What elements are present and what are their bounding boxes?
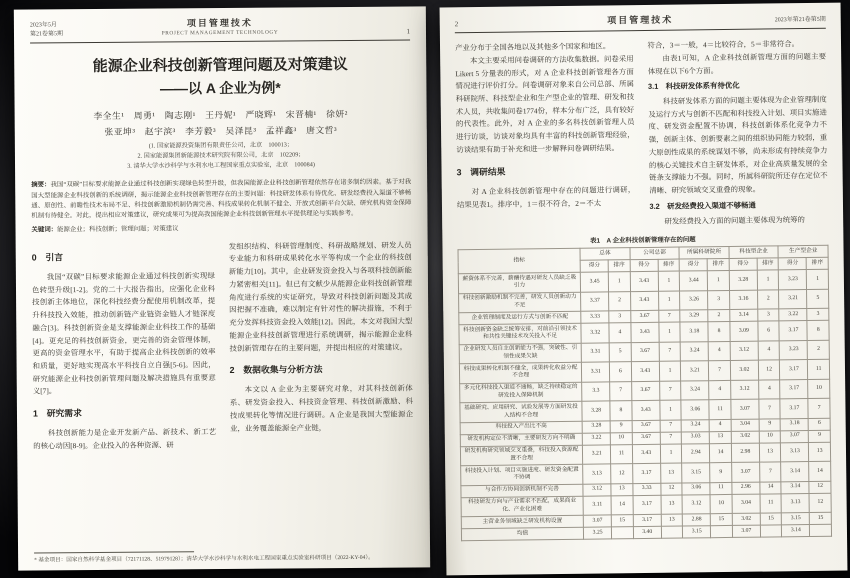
indicator-cell: 基础研究、应用研究、试验发展等方面研发投入结构不合理 — [460, 402, 582, 423]
value-cell: 3.17 — [633, 495, 661, 515]
value-cell: 2 — [609, 291, 631, 311]
journal-name-cn: 项目管理技术 — [607, 14, 674, 26]
section-2-heading: 2 数据收集与分析方法 — [229, 364, 323, 376]
value-cell: 3.09 — [730, 321, 758, 341]
value-cell: 4 — [759, 380, 781, 400]
value-cell: 14 — [611, 495, 633, 515]
likert-scale-paragraph-continued: 符合，3＝一般，4＝比较符合，5＝非常符合。 — [647, 39, 800, 50]
section-3-2-heading: 3.2 研发经费投入渠道不够畅通 — [649, 200, 756, 211]
section-3-2-paragraph: 研发经费投入方面的问题主要体现为统筹的 — [664, 214, 805, 226]
value-cell: 3.21 — [779, 289, 807, 309]
value-cell: 3.07 — [731, 462, 759, 482]
value-cell: 3.13 — [781, 493, 809, 513]
value-cell: 2 — [757, 289, 779, 309]
footnote-rule — [34, 551, 194, 553]
value-cell: 3.15 — [683, 526, 711, 538]
sub-column-header: 得分 — [778, 258, 806, 270]
indicator-column-header: 指标 — [458, 249, 580, 274]
value-cell: 3.02 — [732, 513, 760, 525]
header-issue: 第21卷第5期 — [29, 31, 64, 38]
value-cell: 7 — [808, 399, 830, 419]
value-cell: 3.18 — [780, 418, 808, 430]
value-cell: 3.31 — [581, 343, 609, 363]
value-cell: 13 — [661, 514, 683, 526]
value-cell: 3.17 — [779, 321, 807, 341]
value-cell: 11 — [808, 359, 830, 379]
value-cell: 11 — [710, 482, 732, 494]
value-cell: 3.03 — [681, 431, 709, 443]
header-issue: 2023年第21卷第5期 — [774, 17, 826, 24]
abstract-text: 我国“双碳”目标要求能源企业通过科技创新实现绿色转型升级，但我国能源企业科技创新管理依然存在诸多制约因素。基于对我国大型能源企业科技创新的系统调研，揭示能源企业科技创新管理存在的主要问题：科技研发体系有待优化、研发经费投入渠道不够畅通、原创性、前瞻性技术布局不足、科技创新激励机制仍需完善、科技成果转化机制不健全、开放式创新平台欠缺、研究机构资金保障机制有待健全。对此，提出相应对策建议，研究成果可为提高我国能源企业科技创新管理水平提供理论与实践参考。 — [31, 178, 412, 220]
value-cell: 3.21 — [583, 445, 611, 465]
value-cell: 10 — [610, 432, 632, 444]
journal-name-en: PROJECT MANAGEMENT TECHNOLOGY — [161, 29, 279, 37]
group-column-header: 所属科研院所 — [679, 247, 729, 259]
section-1-heading: 1 研究需求 — [32, 408, 82, 419]
value-cell: 3.67 — [631, 342, 659, 362]
sub-column-header: 排序 — [608, 260, 630, 272]
value-cell: 3 — [708, 290, 730, 310]
value-cell: 3.26 — [680, 290, 708, 310]
value-cell: 4 — [708, 341, 730, 361]
value-cell: 10 — [808, 379, 830, 399]
section-3-paragraph: 对 A 企业科技创新管理中存在的问题进行调研，结果见表1。排序中，1＝很不符合，2＝不太 — [456, 184, 636, 209]
value-cell: 8 — [708, 322, 730, 342]
sub-column-header: 排序 — [707, 259, 729, 271]
sub-column-header: 排序 — [658, 259, 680, 271]
value-cell: 3.44 — [680, 271, 708, 291]
value-cell: 3.32 — [581, 323, 609, 343]
indicator-cell: 科技投入计划、项目实施进度、研发资金配置不协调 — [461, 464, 583, 485]
value-cell: 3.12 — [682, 494, 710, 514]
value-cell: 3.17 — [780, 379, 808, 399]
value-cell: 15 — [711, 514, 733, 526]
indicator-cell: 科技成果转化机制不健全，成果转化收益分配不合理 — [459, 362, 581, 383]
value-cell: 3.04 — [731, 419, 759, 431]
value-cell: 3.43 — [630, 291, 658, 311]
value-cell: 7 — [760, 462, 782, 482]
value-cell: 1 — [757, 270, 779, 290]
value-cell: 3 — [807, 308, 829, 320]
value-cell: 3.33 — [581, 311, 609, 323]
page-number: 2 — [454, 20, 459, 29]
affiliation-2: 2. 国家能源集团新能源技术研究院有限公司，北京 102209； — [137, 151, 305, 161]
value-cell: 1 — [609, 272, 631, 292]
group-column-header: 总体 — [580, 248, 630, 260]
value-cell: 4 — [609, 323, 631, 343]
value-cell: 7 — [709, 361, 731, 381]
value-cell: 1 — [807, 269, 829, 289]
table-1 — [458, 245, 833, 541]
journal-header-right — [455, 12, 826, 34]
authors-line-2: 张亚坤³ 赵宇滨³ 李芳毅³ 吴泽昆³ 孟祥鑫³ 唐文哲³ — [104, 125, 338, 138]
value-cell: 3.18 — [680, 322, 708, 342]
value-cell: 3.37 — [581, 292, 609, 312]
value-cell: 14 — [710, 443, 732, 463]
header-date: 2023年5月 — [29, 22, 57, 29]
value-cell: 1 — [659, 361, 681, 381]
sub-column-header: 排序 — [807, 257, 829, 269]
value-cell: 12 — [611, 464, 633, 484]
abstract-label: 摘要： — [31, 181, 51, 189]
methods-paragraph-continued: 产业分布于全国各地以及其他多个国家和地区。 — [454, 41, 611, 53]
value-cell: 3.43 — [631, 362, 659, 382]
section-0-paragraph: 我国“双碳”目标要求能源企业通过科技创新实现绿色转型升级[1-2]。党的二十大报告指出，应强化企业科技创新主体地位，深化科技经费分配使用机制改革，提升科技投入效能，推动创新链产业链资金链人才链深度融合[3]。科技创新资金是支撑能源企业科技工作的基础[4]。更充足的科技创新资金，更完善的资金管理体制，更高的资金管理水平，有助于提高企业科技创新的效率和质量，更好地实现高水平科技自立自强[5-6]。因此，研究能源企业科技创新管理问题及解决措施具有重要意义[7]。 — [31, 270, 216, 396]
value-cell: 3.06 — [681, 400, 709, 420]
value-cell: 3.3 — [582, 382, 610, 402]
indicator-cell: 科技创新资金缺乏统筹安排，对前沿引领技术和共性关键技术攻关投入不足 — [459, 323, 581, 344]
value-cell: 3.43 — [630, 271, 658, 291]
article-title: 能源企业科技创新管理问题及对策建议 — [92, 55, 348, 75]
column-1 — [455, 40, 636, 230]
group-column-header: 公司总部 — [630, 247, 680, 259]
indicator-cell: 与合作方协同创新机制不完善 — [461, 484, 583, 497]
value-cell: 3.45 — [580, 272, 608, 292]
section-0-heading: 0 引言 — [31, 251, 64, 263]
value-cell: 9 — [610, 421, 632, 433]
journal-name-cn: 项目管理技术 — [186, 17, 253, 29]
value-cell: 6 — [809, 418, 831, 430]
table-1-body — [458, 269, 831, 540]
sub-column-header: 排序 — [757, 258, 779, 270]
keywords-text: 能源企业；科技创新；管理问题；对策建议 — [57, 225, 179, 234]
value-cell: 3.28 — [582, 401, 610, 421]
value-cell: 1 — [708, 271, 730, 291]
value-cell: 3.02 — [731, 431, 759, 443]
value-cell: 3.43 — [632, 401, 660, 421]
value-cell: 7 — [660, 432, 682, 444]
value-cell: 3.14 — [730, 309, 758, 321]
authors-line-1: 李全生¹ 周勇¹ 陶志刚¹ 王丹妮¹ 严晓辉¹ 宋晋楠¹ 徐妍² — [93, 109, 348, 122]
indicator-cell: 企业管理制度及运行方式与创新不匹配 — [459, 311, 581, 324]
value-cell: 2.88 — [682, 514, 710, 526]
value-cell: 1 — [660, 400, 682, 420]
value-cell: 3.12 — [730, 380, 758, 400]
value-cell: 3.17 — [633, 515, 661, 527]
value-cell: 9 — [759, 419, 781, 431]
body-columns-left-page — [32, 239, 414, 453]
value-cell: 2.96 — [732, 482, 760, 494]
value-cell: 3.24 — [681, 420, 709, 432]
indicator-cell: 多元化科技投入渠道不通畅，缺乏持续稳定的研发投入保障机制 — [460, 382, 582, 403]
body-columns-right-page — [455, 38, 828, 231]
value-cell: 9 — [809, 430, 831, 442]
section-3-1-paragraph: 科技研发体系方面的问题主要体现为企业管理制度及运行方式与创新不匹配和科技投入计划、项目实施进度、研发资金配置不协调，科技创新体系化竞争力不强，创新主体、创新要素之间的组织协同能力较弱，重大原创性成果的系统谋划不够，尚未形成有持续竞争力的核心关键技术自主研发体系，对企业高质量发展的全链条支撑能力不强。同时，所属科研院所还存在定位不清晰、研究领域交叉重叠的现象。 — [648, 94, 828, 196]
value-cell — [810, 524, 832, 536]
value-cell: 1 — [660, 444, 682, 464]
value-cell: 4 — [758, 340, 780, 360]
value-cell: 7 — [660, 420, 682, 432]
table-1-caption: 表1 A 企业科技创新管理存在的问题 — [590, 236, 696, 245]
section-2-paragraph: 本文以 A 企业为主要研究对象，对其科技创新体系、研发资金投入、科技资金管理、科技创新激励、科技成果转化等情况进行调研。A 企业是我国大型能源企业，业务覆盖能源全产业链， — [229, 383, 414, 433]
value-cell: 5 — [807, 289, 829, 309]
value-cell: 3.04 — [732, 494, 760, 514]
value-cell: 1 — [658, 291, 680, 311]
value-cell: 3.67 — [632, 420, 660, 432]
value-cell: 3.12 — [730, 341, 758, 361]
value-cell: 13 — [759, 442, 781, 462]
value-cell: 1 — [659, 322, 681, 342]
value-cell: 3.67 — [630, 311, 658, 323]
value-cell: 3.13 — [781, 442, 809, 462]
value-cell: 2 — [808, 340, 830, 360]
value-cell: 2 — [708, 310, 730, 322]
value-cell: 3.14 — [781, 481, 809, 493]
value-cell: 3.43 — [632, 444, 660, 464]
page-left — [14, 6, 430, 570]
value-cell: 11 — [611, 444, 633, 464]
indicator-cell: 均值 — [461, 527, 583, 540]
column-1 — [32, 241, 217, 453]
value-cell: 1 — [658, 271, 680, 291]
value-cell: 3.33 — [633, 483, 661, 495]
value-cell — [661, 526, 683, 538]
affiliation-3: 3. 清华大学水沙科学与水利水电工程国家重点实验室，北京 100084) — [127, 161, 315, 171]
article-subtitle: ——以 A 企业为例* — [159, 80, 281, 97]
value-cell: 3.21 — [681, 361, 709, 381]
value-cell: 15 — [611, 515, 633, 527]
affiliation-1: (1. 国家能源投资集团有限责任公司，北京 100013； — [148, 141, 294, 151]
value-cell: 10 — [710, 494, 732, 514]
sub-column-header: 得分 — [729, 258, 757, 270]
value-cell: 14 — [809, 461, 831, 481]
value-cell: 11 — [709, 400, 731, 420]
column-2 — [229, 239, 414, 451]
value-cell: 3.40 — [633, 526, 661, 538]
affiliations — [31, 140, 411, 173]
value-cell: 10 — [759, 431, 781, 443]
value-cell: 3.16 — [729, 290, 757, 310]
value-cell: 4 — [709, 380, 731, 400]
value-cell: 5 — [609, 342, 631, 362]
value-cell: 3.17 — [780, 399, 808, 419]
keywords-label: 关键词： — [31, 226, 58, 234]
indicator-cell: 研发机构定位不清晰，主要研发方向不明确 — [460, 433, 582, 446]
section-1-paragraph-continued: 发组织结构、科研管理制度、科研战略规划、研发人员专业能力和科研成果转化水平等构成一个企业的科技创新能力[10]。其中，企业研发资金投入与各项科技创新能力紧密相关[11]。但已有文献少从能源企业科技创新管理角度进行系统的实证研究，导致对科技创新问题及其成因把握不准确，难以制定有针对性的解决措施，不利于充分发挥科技资金投入效能[12]。因此，本文对我国大型能源企业科技创新管理进行系统调研，揭示能源企业科技创新管理存在的主要问题，并提出相应的对策建议。 — [228, 240, 413, 353]
value-cell — [711, 526, 733, 538]
value-cell: 3.14 — [781, 462, 809, 482]
value-cell: 3.14 — [782, 525, 810, 537]
value-cell: 3.02 — [730, 360, 758, 380]
indicator-cell: 主营业务领域缺乏研发机构设置 — [461, 515, 583, 528]
journal-header-left — [30, 16, 410, 44]
value-cell: 3.07 — [732, 525, 760, 537]
value-cell: 9 — [710, 463, 732, 483]
value-cell: 2.94 — [682, 443, 710, 463]
value-cell: 3.28 — [582, 421, 610, 433]
indicator-cell: 研发机构研究领域交叉重叠，科技投入资源配置不合理 — [460, 445, 582, 466]
value-cell: 3.22 — [582, 433, 610, 445]
sub-column-header: 得分 — [580, 260, 608, 272]
sub-column-header: 得分 — [679, 259, 707, 271]
value-cell: 13 — [611, 483, 633, 495]
value-cell: 3.06 — [682, 482, 710, 494]
value-cell: 8 — [610, 401, 632, 421]
page-right — [440, 3, 848, 576]
value-cell: 3.07 — [731, 399, 759, 419]
survey-method-paragraph: 本文主要采用问卷调研的方法收集数据。问卷采用 Likert 5 分量表的形式，对 A 企业科技创新管理各方面情况进行评价打分。问卷调研对象来自公司总部、所属科研院所、科技型企业和生产型企业的管理、研发和技术人员，共收集问卷1774份，样本分布广泛，具有较好的代表性。此外，对 A 企业的多名科技创新管理人员进行访谈，访谈对象均具有丰富的科技创新管理经验，访谈结果有助于补充和进一步解释问卷调研结果。 — [455, 53, 635, 155]
value-cell: 3.17 — [780, 360, 808, 380]
value-cell: 11 — [760, 493, 782, 513]
value-cell: 7 — [659, 310, 681, 322]
value-cell: 3.07 — [583, 515, 611, 527]
value-cell: 13 — [661, 495, 683, 515]
value-cell: 3.28 — [729, 270, 757, 290]
value-cell: 3.11 — [583, 496, 611, 516]
indicator-cell: 科技创新激励机制不完善，研发人员创新动力不足 — [459, 292, 581, 313]
value-cell: 8 — [807, 320, 829, 340]
group-column-header: 科技型企业 — [729, 246, 779, 258]
value-cell: 3.15 — [782, 513, 810, 525]
indicator-cell: 科技投入产出比不高 — [460, 421, 582, 434]
value-cell: 2.98 — [731, 443, 759, 463]
indicator-cell: 企业研发人员自主创新能力不强，突破性、引领性成果欠缺 — [459, 343, 581, 364]
value-cell — [760, 525, 782, 537]
section-1-paragraph: 科技创新能力是企业开发新产品、新技术、新工艺的核心动因[8-9]。企业投入的各种资源、研 — [33, 427, 217, 451]
value-cell: 3.67 — [632, 432, 660, 444]
value-cell: 3.24 — [680, 341, 708, 361]
funding-footnote — [34, 549, 414, 563]
value-cell: 6 — [610, 362, 632, 382]
value-cell: 3.43 — [631, 322, 659, 342]
value-cell: 13 — [710, 431, 732, 443]
value-cell: 3.67 — [631, 381, 659, 401]
value-cell: 3.29 — [680, 310, 708, 322]
section-3-1-heading: 3.1 科技研发体系有待优化 — [647, 81, 740, 92]
value-cell: 3.12 — [583, 484, 611, 496]
value-cell: 7 — [659, 381, 681, 401]
indicator-cell: 薪资体系不完善，薪酬待遇对研发人员缺乏吸引力 — [458, 272, 580, 293]
section-3-heading: 3 调研结果 — [456, 166, 506, 177]
value-cell: 12 — [809, 493, 831, 513]
footnote-text: * 基金项目：国家自然科学基金项目（72171128、51979128）；清华大学水沙科学与水利水电工程国家重点实验室科研项目（2022-KY-04）。 — [34, 554, 374, 564]
journal-name-block — [162, 17, 279, 39]
column-2 — [647, 38, 828, 228]
value-cell: 7 — [759, 399, 781, 419]
value-cell: 3.15 — [682, 463, 710, 483]
value-cell: 3.24 — [681, 380, 709, 400]
value-cell: 12 — [809, 481, 831, 493]
indicator-cell: 科技研发方向与产业需求不匹配，成果商业化、产业化困难 — [461, 496, 583, 517]
value-cell — [612, 527, 634, 539]
value-cell: 4 — [709, 419, 731, 431]
value-cell: 3.22 — [779, 309, 807, 321]
value-cell: 3.17 — [632, 464, 660, 484]
value-cell: 3 — [758, 309, 780, 321]
value-cell: 3.07 — [781, 430, 809, 442]
value-cell: 3.13 — [583, 464, 611, 484]
value-cell: 15 — [810, 512, 832, 524]
abstract — [31, 178, 411, 222]
value-cell: 7 — [610, 381, 632, 401]
value-cell: 15 — [760, 513, 782, 525]
results-overview-paragraph: 由表1可知，A 企业科技创新管理方面的问题主要体现在以下6个方面。 — [647, 51, 827, 76]
keywords — [31, 221, 411, 233]
value-cell: 13 — [660, 463, 682, 483]
value-cell: 7 — [659, 342, 681, 362]
value-cell: 3.31 — [582, 362, 610, 382]
page-number: 1 — [406, 27, 410, 36]
header-issue-block — [30, 21, 120, 39]
sub-column-header: 得分 — [630, 260, 658, 272]
value-cell: 3 — [609, 311, 631, 323]
value-cell: 3.25 — [584, 527, 612, 539]
group-column-header: 生产型企业 — [778, 246, 828, 258]
value-cell: 6 — [758, 321, 780, 341]
value-cell: 12 — [661, 483, 683, 495]
value-cell: 14 — [760, 482, 782, 494]
value-cell: 3.23 — [779, 270, 807, 290]
value-cell: 12 — [758, 360, 780, 380]
value-cell: 3.23 — [779, 340, 807, 360]
value-cell: 13 — [809, 442, 831, 462]
